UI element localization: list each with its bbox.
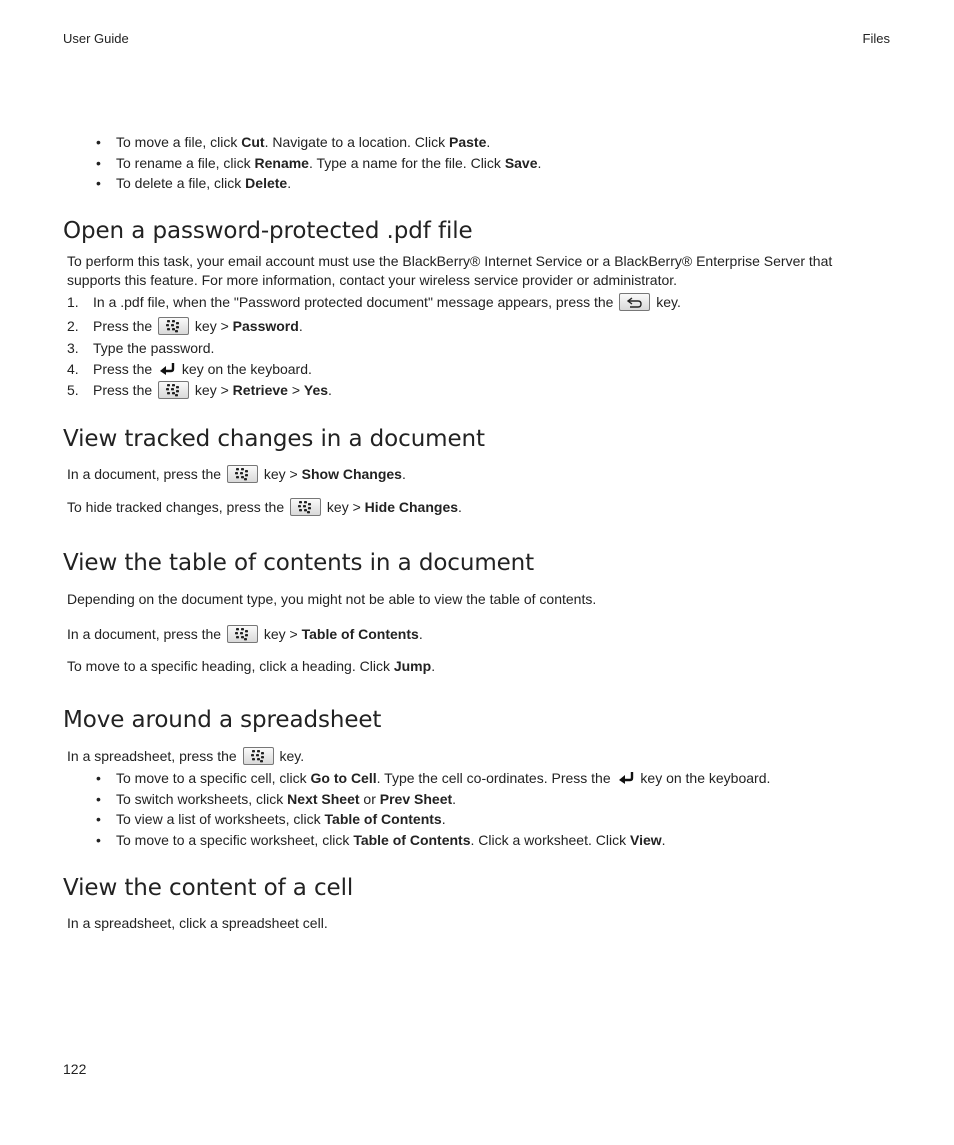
section-paragraph: To perform this task, your email account must use the BlackBerry® Internet Service or a BlackBerry® Enterprise Server that supports this feature. For more information, contact your wireless service provider or administrator. bbox=[67, 253, 833, 288]
section-paragraph: Depending on the document type, you might not be able to view the table of contents. bbox=[67, 591, 597, 607]
menu-key-icon bbox=[290, 498, 321, 516]
section-heading-tracked-changes: View tracked changes in a document bbox=[63, 426, 485, 452]
menu-key-icon bbox=[243, 747, 274, 765]
list-item: • To move to a specific cell, click Go to Cell. Type the cell co-ordinates. Press the key on the keyboard. bbox=[63, 768, 893, 789]
section-heading-spreadsheet: Move around a spreadsheet bbox=[63, 707, 382, 733]
escape-key-icon bbox=[619, 293, 650, 311]
spreadsheet-actions-list bbox=[63, 768, 893, 850]
enter-key-icon bbox=[617, 771, 635, 785]
steps-list bbox=[63, 292, 893, 402]
list-item: • To switch worksheets, click Next Sheet or Prev Sheet. bbox=[63, 789, 893, 810]
list-item: • To move to a specific worksheet, click Table of Contents. Click a worksheet. Click View. bbox=[63, 830, 893, 851]
section-paragraph: In a spreadsheet, press the key. bbox=[67, 748, 305, 764]
menu-key-icon bbox=[158, 381, 189, 399]
list-item: 4. Press the key on the keyboard. bbox=[67, 361, 312, 377]
enter-key-icon bbox=[158, 362, 176, 376]
section-heading-table-of-contents: View the table of contents in a document bbox=[63, 550, 535, 576]
list-item: • To view a list of worksheets, click Table of Contents. bbox=[63, 809, 893, 830]
running-header-title: User Guide bbox=[63, 31, 129, 46]
list-item: • To delete a file, click Delete. bbox=[63, 173, 893, 194]
list-item: 1. In a .pdf file, when the "Password protected document" message appears, press the key. bbox=[67, 294, 681, 310]
list-item: • To move a file, click Cut. Navigate to a location. Click Paste. bbox=[63, 132, 893, 153]
menu-key-icon bbox=[158, 317, 189, 335]
list-item: 5. Press the key > Retrieve > Yes. bbox=[67, 382, 332, 398]
section-paragraph: To hide tracked changes, press the key > Hide Changes. bbox=[67, 499, 462, 515]
list-item: • To rename a file, click Rename. Type a name for the file. Click Save. bbox=[63, 153, 893, 174]
section-heading-open-pdf: Open a password-protected .pdf file bbox=[63, 218, 473, 244]
section-paragraph: In a spreadsheet, click a spreadsheet cell. bbox=[67, 915, 328, 931]
running-header-section: Files bbox=[862, 31, 890, 46]
file-actions-list bbox=[63, 132, 893, 194]
list-item: 2. Press the key > Password. bbox=[67, 318, 303, 334]
section-heading-cell-content: View the content of a cell bbox=[63, 875, 354, 901]
list-item: 3. Type the password. bbox=[67, 340, 215, 356]
menu-key-icon bbox=[227, 465, 258, 483]
page-number: 122 bbox=[63, 1061, 87, 1077]
section-paragraph: In a document, press the key > Show Changes. bbox=[67, 466, 406, 482]
section-paragraph: To move to a specific heading, click a heading. Click Jump. bbox=[67, 658, 436, 674]
section-paragraph: In a document, press the key > Table of Contents. bbox=[67, 626, 423, 642]
menu-key-icon bbox=[227, 625, 258, 643]
